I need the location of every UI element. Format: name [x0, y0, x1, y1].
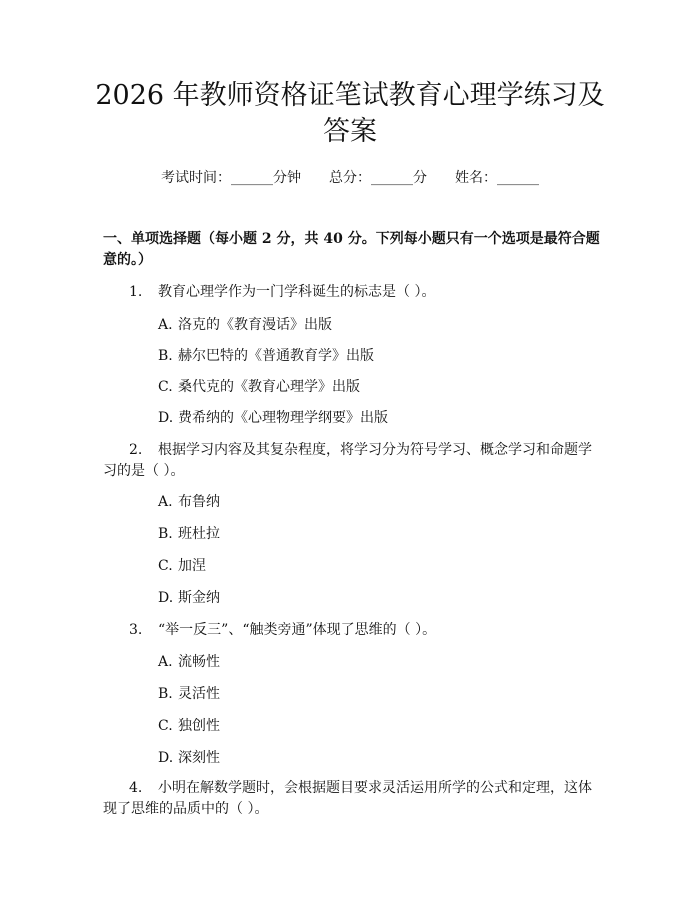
option-letter: D.	[158, 750, 174, 766]
option-letter: B.	[158, 348, 173, 364]
option-letter: C.	[158, 379, 173, 395]
question-number: 1.	[129, 284, 143, 300]
total-score-field: 总分：______分	[329, 170, 427, 186]
question-text: “举一反三”、“触类旁通”体现了思维的（ ）。	[158, 622, 437, 638]
question-text: 根据学习内容及其复杂程度，将学习分为符号学习、概念学习和命题学习的是（ ）。	[103, 442, 592, 479]
option-text: 流畅性	[178, 654, 220, 670]
question-2-option-d	[158, 588, 598, 608]
question-1	[103, 282, 603, 303]
question-3-option-b	[158, 684, 598, 704]
exam-time-field: 考试时间：______分钟	[161, 170, 301, 186]
question-2-option-b	[158, 524, 598, 544]
question-3-option-c	[158, 716, 598, 736]
question-2-option-c	[158, 556, 598, 576]
question-text: 小明在解数学题时，会根据题目要求灵活运用所学的公式和定理，这体现了思维的品质中的（ ）。	[103, 780, 592, 817]
student-name-field: 姓名：______	[455, 170, 539, 186]
exam-meta-line	[0, 168, 700, 188]
question-1-option-a	[158, 315, 598, 335]
question-2-option-a	[158, 492, 598, 512]
option-text: 布鲁纳	[178, 494, 220, 510]
option-letter: D.	[158, 410, 174, 426]
option-text: 深刻性	[178, 750, 220, 766]
option-text: 桑代克的《教育心理学》出版	[178, 379, 360, 395]
option-text: 加涅	[178, 558, 206, 574]
option-letter: B.	[158, 526, 173, 542]
option-text: 独创性	[178, 718, 220, 734]
question-number: 3.	[129, 622, 143, 638]
option-letter: A.	[158, 654, 173, 670]
question-number: 4.	[129, 780, 143, 796]
question-3	[103, 620, 603, 641]
option-letter: C.	[158, 558, 173, 574]
question-3-option-d	[158, 748, 598, 768]
question-number: 2.	[129, 442, 143, 458]
question-1-option-c	[158, 377, 598, 397]
option-letter: A.	[158, 494, 173, 510]
option-text: 灵活性	[178, 686, 220, 702]
option-text: 赫尔巴特的《普通教育学》出版	[178, 348, 374, 364]
section-heading: 一、单项选择题（每小题 2 分，共 40 分。下列每小题只有一个选项是最符合题意的。）	[103, 231, 600, 268]
option-text: 费希纳的《心理物理学纲要》出版	[178, 410, 388, 426]
option-letter: A.	[158, 317, 173, 333]
option-letter: D.	[158, 590, 174, 606]
option-text: 班杜拉	[178, 526, 220, 542]
option-letter: B.	[158, 686, 173, 702]
option-letter: C.	[158, 718, 173, 734]
question-2	[103, 440, 603, 482]
question-4	[103, 778, 603, 820]
option-text: 洛克的《教育漫话》出版	[178, 317, 332, 333]
question-text: 教育心理学作为一门学科诞生的标志是（ ）。	[158, 284, 436, 300]
option-text: 斯金纳	[178, 590, 220, 606]
question-1-option-d	[158, 408, 598, 428]
question-3-option-a	[158, 652, 598, 672]
question-1-option-b	[158, 346, 598, 366]
document-title: 2026 年教师资格证笔试教育心理学练习及答案	[95, 80, 605, 147]
